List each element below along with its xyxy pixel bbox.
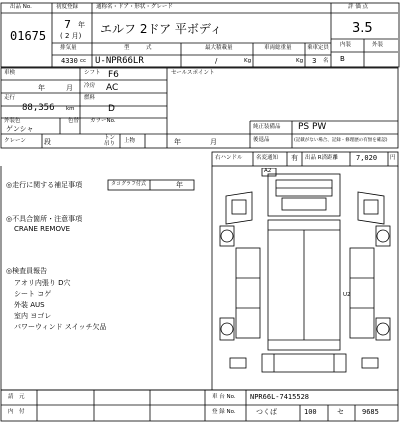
remarks-note: (記載がない場合、記録・修理歴の有無を確認) [294, 138, 388, 143]
defect-label: ◎不具合箇所・注意事項 [6, 215, 83, 223]
sales-points-label: セールスポイント [171, 70, 215, 76]
first-reg-year-unit: 年 [78, 21, 85, 29]
crane-up-label: 上物 [124, 138, 136, 144]
reg-area: つくば [256, 408, 277, 416]
equipment-label: 純正装備品 [253, 124, 281, 130]
vehicle-condition-diagram [212, 168, 398, 388]
type-label: 型 式 [124, 45, 152, 51]
reg-label: 登 録 No. [212, 409, 236, 415]
interior-value: B [340, 55, 345, 63]
gross-weight-label: 車両総重量 [264, 45, 292, 51]
report-line: パワーウィンド スイッチ欠品 [14, 323, 107, 331]
crane-ton-unit: トン [104, 135, 116, 141]
chassis-value: NPR66L-7415528 [250, 393, 310, 401]
color-value: ゲンシャ [6, 125, 34, 133]
first-reg-year: 7 [64, 18, 71, 31]
color-change-label: 色替 [68, 118, 80, 124]
reg-class: 100 [304, 408, 317, 416]
reg-number: 9685 [362, 408, 379, 416]
chassis-label: 車 台 No. [212, 394, 236, 400]
mileage-unit: km [66, 106, 75, 112]
aircon-label: 冷房 [84, 83, 96, 89]
damage-mark-u: U2 [343, 292, 351, 298]
model-name: エルフ 2ドア 平ボディ [100, 22, 222, 36]
damage-mark-a: A2 [264, 168, 272, 174]
max-load-value: / [215, 57, 218, 65]
report-line: 室内 ヨゴレ [14, 312, 52, 320]
report-list [14, 278, 107, 333]
title-label: 名変通知 [256, 155, 279, 161]
color-no-label: カラーNo. [90, 118, 116, 124]
title-value: 有 [291, 154, 298, 162]
inspection-month-unit: 月 [66, 84, 73, 92]
capacity-value: 3 [312, 57, 317, 65]
reg-kana: セ [337, 408, 344, 416]
type-value: U-NPR66LR [95, 56, 144, 66]
score-value: 3.5 [352, 21, 373, 36]
displacement-value: 4330 [61, 57, 78, 65]
shift-label: シフト [84, 70, 101, 76]
equipment-value: PS PW [298, 122, 327, 132]
aircon-value: AC [106, 83, 119, 93]
report-line: アオリ内張り D穴 [14, 279, 71, 287]
capacity-unit: 名 [323, 58, 329, 64]
inspector-label: ◎検査員報告 [6, 267, 48, 275]
handle-value: 右ハンドル [215, 155, 243, 161]
odo-label: 出品 R済距離 [305, 155, 339, 161]
fuel-value: D [108, 104, 115, 114]
entry-no-label: 出品 No. [10, 4, 32, 10]
interior-label: 内装 [340, 42, 352, 48]
mileage-value: 88,356 [22, 103, 55, 113]
color-label: 外装色 [4, 118, 21, 124]
exterior-label: 外装 [372, 42, 384, 48]
model-label: 通称名・ドア・形状・グレード [96, 4, 173, 10]
first-reg-month: ( 2 月) [60, 32, 82, 40]
shift-value: F6 [108, 70, 119, 80]
defect-text: CRANE REMOVE [14, 225, 71, 233]
crane-year-unit: 年 [174, 138, 181, 146]
report-line: 外装 AUS [14, 301, 45, 309]
inspection-label: 車検 [4, 70, 16, 76]
odo-unit: 円 [390, 155, 396, 161]
max-load-unit: Kg [244, 58, 252, 64]
crane-stage-unit: 段 [44, 138, 51, 146]
remarks-label: 後退品 [253, 137, 270, 143]
supplement-label: ◎走行に関する補足事項 [6, 181, 83, 189]
odo-value: 7,020 [356, 154, 378, 162]
crane-month-unit: 月 [210, 138, 217, 146]
crane-label: クレーン [4, 138, 26, 144]
fuel-label: 燃料 [84, 95, 96, 101]
score-label: 評 価 点 [348, 4, 368, 10]
gross-weight-unit: Kg [296, 58, 304, 64]
first-reg-label: 初度登録 [56, 4, 79, 10]
max-load-label: 最大積載量 [205, 45, 233, 51]
entry-no: 01675 [10, 29, 47, 43]
tacho-year-unit: 年 [176, 181, 183, 189]
inspection-year-unit: 年 [38, 84, 45, 92]
request-label: 請 元 [8, 394, 25, 400]
mileage-label: 走行 [4, 95, 16, 101]
crane-ton-sub: 吊り [104, 141, 116, 147]
capacity-label: 乗車定員 [307, 45, 330, 51]
report-line: シート コゲ [14, 290, 52, 298]
displacement-label: 排気量 [60, 45, 77, 51]
displacement-unit: cc [80, 58, 87, 64]
tacho-label: タコグラフ付式 [111, 181, 147, 187]
inner-label: 内 付 [8, 409, 25, 415]
